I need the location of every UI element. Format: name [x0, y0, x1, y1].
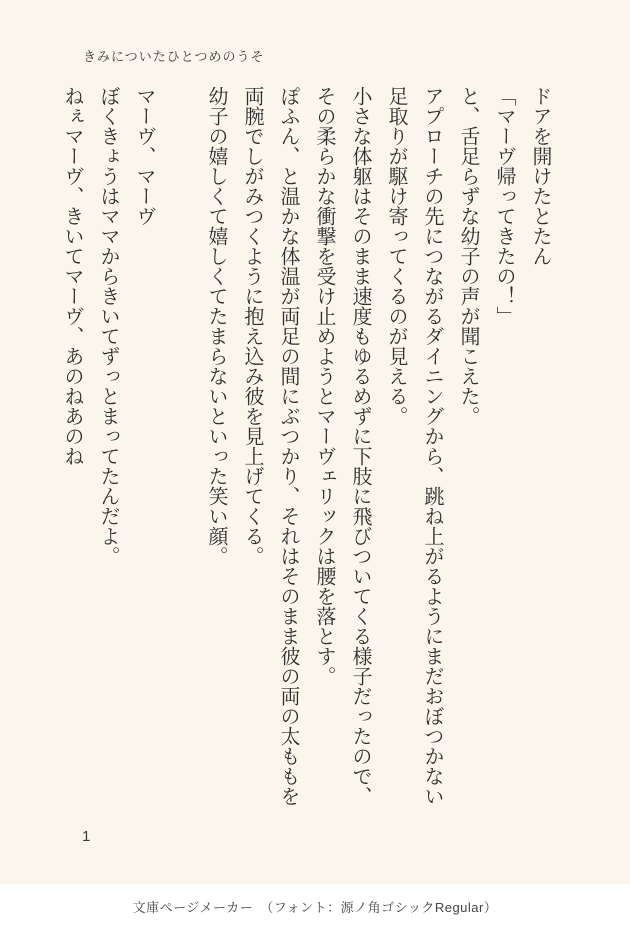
generator-credit: 文庫ページメーカー （フォント：源ノ角ゴシックRegular）	[132, 899, 498, 915]
body-paragraph: 「マーヴ帰ってきたの！」	[493, 86, 515, 326]
body-paragraph: マーヴ、マーヴ	[133, 86, 155, 226]
body-paragraph: ぼくきょうはママからきいてずっとまってたんだよ。	[97, 86, 119, 566]
body-paragraph: ぽふん、と温かな体温が両足の間にぶつかり、それはそのまま彼の両の太ももを両腕でしがみつくように抱え込み彼を見上げてくる。	[241, 86, 299, 806]
vertical-body-text	[54, 86, 558, 808]
body-paragraph: 幼子の嬉しくて嬉しくてたまらないといった笑い顔。	[205, 86, 227, 566]
body-paragraph: 小さな体躯はそのまま速度もゆるめずに下肢に飛びついてくる様子だったので、その柔らかな衝撃を受け止めようとマーヴェリックは腰を落とす。	[313, 86, 371, 806]
running-header-title: きみについたひとつめのうそ	[83, 49, 265, 64]
body-paragraph-blank	[162, 86, 198, 808]
body-paragraph: ねぇマーヴ、きいてマーヴ、あのねあのね	[61, 86, 83, 466]
body-paragraph: と、舌足らずな幼子の声が聞こえた。	[457, 86, 479, 426]
body-paragraph: ドアを開けたとたん	[529, 86, 551, 266]
footer-bar	[0, 884, 630, 928]
body-paragraph: アプローチの先につながるダイニングから、跳ね上がるようにまだおぼつかない足取りが駆け寄ってくるのが見える。	[385, 86, 443, 806]
page-number: 1	[82, 828, 91, 845]
